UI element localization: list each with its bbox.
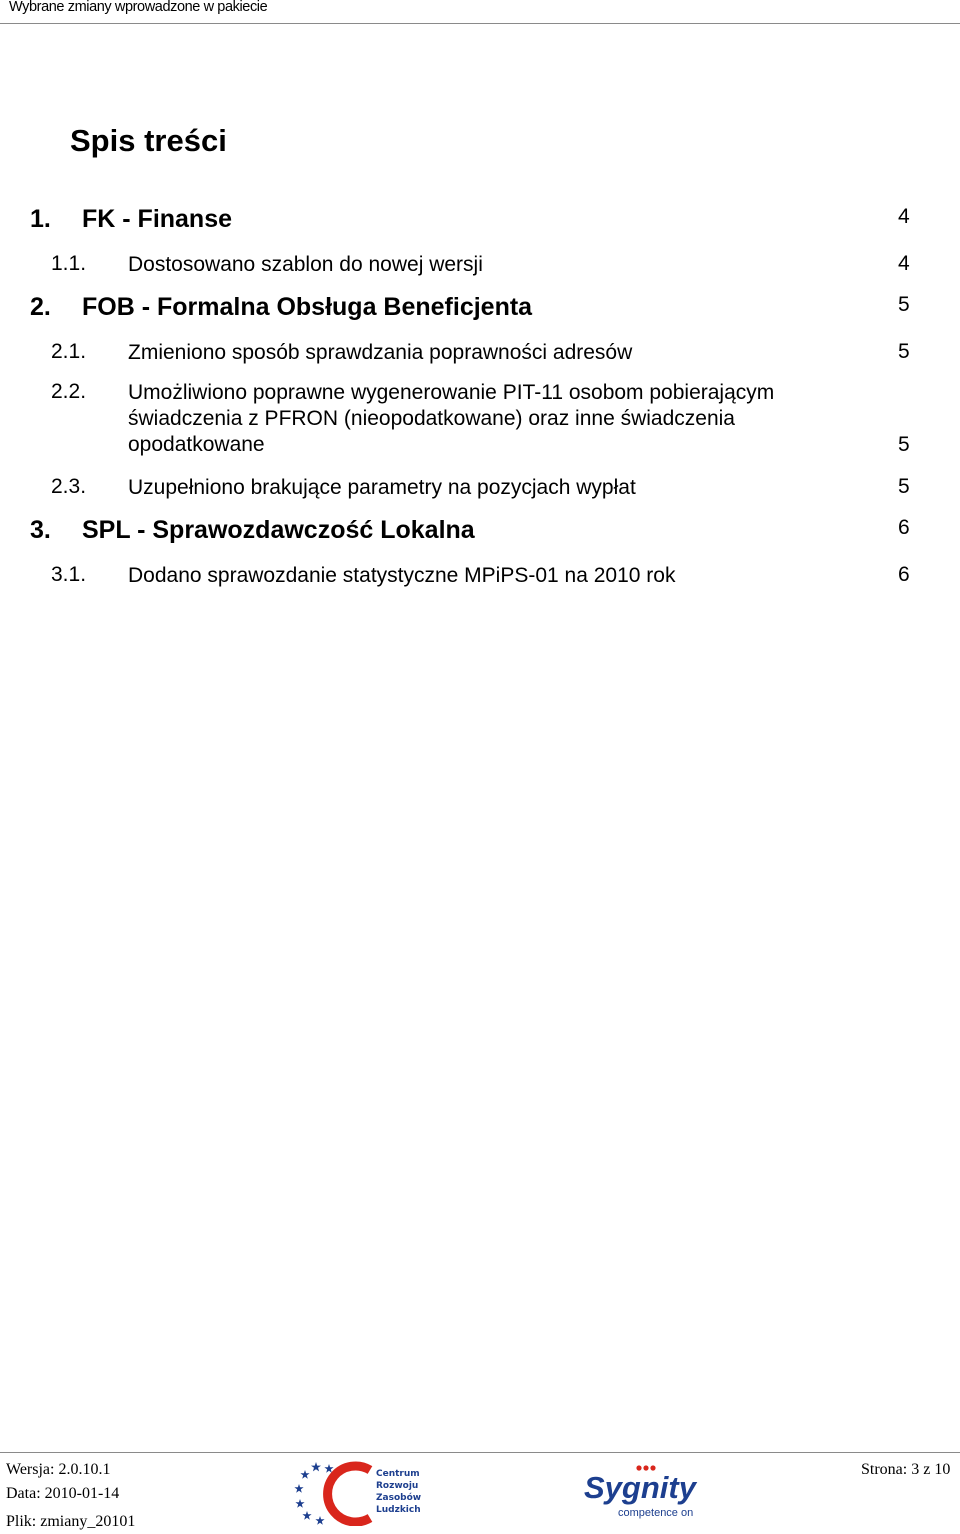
toc-entry-page: 6 bbox=[898, 563, 910, 586]
toc-entry-text: Zmieniono sposób sprawdzania poprawności adresów bbox=[128, 341, 633, 364]
crzl-logo-line-4: Ludzkich bbox=[376, 1505, 421, 1515]
footer-file: Plik: zmiany_20101 bbox=[6, 1513, 136, 1530]
sygnity-logo-tagline: competence on bbox=[618, 1507, 694, 1519]
footer-divider bbox=[0, 1452, 960, 1453]
toc-entry-text: Dodano sprawozdanie statystyczne MPiPS-01 na 2010 rok bbox=[128, 564, 676, 587]
toc-entry-page: 6 bbox=[898, 516, 910, 539]
toc-entry-number: 3.1. bbox=[51, 563, 87, 586]
toc-entry-text: FOB - Formalna Obsługa Beneficjenta bbox=[82, 293, 533, 321]
header-divider bbox=[0, 23, 960, 24]
toc-entry-text: Dostosowano szablon do nowej wersji bbox=[128, 253, 483, 276]
sygnity-logo bbox=[584, 1464, 714, 1524]
toc-entry-text: Uzupełniono brakujące parametry na pozycjach wypłat bbox=[128, 476, 636, 499]
toc-entry-page: 5 bbox=[898, 293, 910, 316]
toc-entry-number: 2. bbox=[30, 293, 51, 321]
toc-entry-page: 4 bbox=[898, 252, 910, 275]
toc-entry-number: 2.3. bbox=[51, 475, 87, 498]
crzl-logo-line-3: Zasobów bbox=[376, 1493, 422, 1503]
toc-entry-text: SPL - Sprawozdawczość Lokalna bbox=[82, 516, 475, 544]
toc-entry-page: 4 bbox=[898, 205, 910, 228]
toc-entry-text: FK - Finanse bbox=[82, 205, 233, 233]
toc-entry-page: 5 bbox=[898, 340, 910, 363]
crzl-logo bbox=[292, 1460, 432, 1526]
footer-date: Data: 2010-01-14 bbox=[6, 1485, 120, 1502]
toc-entry-number: 2.2. bbox=[51, 380, 87, 403]
footer-version: Wersja: 2.0.10.1 bbox=[6, 1461, 111, 1478]
sygnity-logo-name: Sygnity bbox=[584, 1470, 696, 1505]
toc-title: Spis treści bbox=[70, 123, 227, 158]
toc-entry-page: 5 bbox=[898, 433, 910, 456]
crzl-logo-line-2: Rozwoju bbox=[376, 1481, 419, 1491]
toc-entry-number: 1.1. bbox=[51, 252, 87, 275]
toc-entry-text: Umożliwiono poprawne wygenerowanie PIT-11 osobom pobierającym świadczenia z PFRON (nieopodatkowane) oraz inne świadczenia opodatkowane bbox=[128, 381, 775, 456]
footer-page-number: Strona: 3 z 10 bbox=[861, 1461, 951, 1478]
running-header: Wybrane zmiany wprowadzone w pakiecie bbox=[9, 0, 268, 15]
toc-entry-number: 3. bbox=[30, 516, 51, 544]
toc-entry-number: 1. bbox=[30, 205, 51, 233]
toc-entry-number: 2.1. bbox=[51, 340, 87, 363]
crzl-logo-line-1: Centrum bbox=[376, 1469, 420, 1479]
toc-entry-page: 5 bbox=[898, 475, 910, 498]
